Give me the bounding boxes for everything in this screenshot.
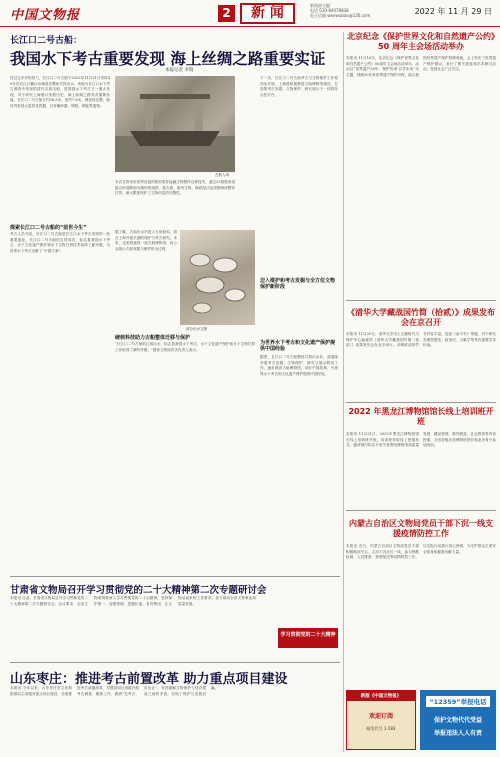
subscription-ad	[346, 690, 416, 750]
ad-line: 邮发代号 1-183	[366, 726, 396, 731]
divider	[346, 300, 496, 301]
lead-body-1: 经过五年多的努力，长江口二号古船于2022年11月21日零时40分在长江口横沙水域成功整体打捞出水。该船为长江口水下考古调查中发现的清代木质沉船，是我国水下考古又一重大发现，对于研究上海港口发展历史、海上丝绸之路具有重要价值。长江口二号古船长约38.5米，宽约7.8米，保存较完整，船体内发现大量青花瓷器，另有紫砂器、铜钱、铜锭等遗物。	[10, 76, 110, 108]
ad-title: 新版《中国文物报》	[347, 691, 415, 701]
lead-body-3: 考古人员介绍，长江口二号古船是长江口水下考古发现的一处重要遗址。长江口二号古船的打捞成功，标志着我国水下考古、水下文化遗产保护和水下文物打捞技术取得了新突破，为世界水下考古贡献了“中国方案”。	[10, 232, 110, 253]
zaozhuang-headline: 山东枣庄：推进考古前置改革 助力重点项目建设	[10, 672, 288, 687]
lead-body-7: 下一步，长江口二号古船考古与文物保护工作将同步开展，上海将积极推进古船博物馆建设，打造集考古发掘、文物保护、研究展示于一体的综合性平台。	[260, 76, 338, 97]
lead-subhead-4: 迈入维护和考古发掘与全方位文物保护新阶段	[260, 278, 336, 290]
newspaper-logo: 中国文物报	[10, 8, 81, 23]
lead-body-4: 据了解，古船出水后进入专用船坞，将在上海开展长期的保护与考古研究。未来，这里将建成一座古船博物馆，向公众展示古船发掘与保护的全过程。	[115, 230, 177, 251]
right-headline-4: 内蒙古自治区文物局党员干部下沉一线支援疫情防控工作	[349, 519, 493, 538]
lead-byline: 本报记者 李瑞	[165, 68, 194, 73]
issue-date: 2022 年 11 月 29 日	[414, 7, 492, 16]
lead-body-2: 本次打捞采用世界首创的弧形梁非接触文物整体迁移技术，通过22根弧形梁组合形成断面为圆形的梁排，将古船、船内文物、海底泥沙及周围海床整体打捞，最大限度保护了文物信息的完整性。	[115, 180, 235, 196]
lead-subhead-2: 硬核科技助力古船整体迁移与保护	[115, 335, 191, 341]
hotline-title: “12359”举报电话	[426, 696, 490, 707]
right-body-4: 本报讯 近日，内蒙古自治区文物局党员干部积极响应号召，主动下沉社区一线，参与核酸检测、人员排查、物资配送等疫情防控工作，以实际行动践行初心使命，为守护群众生命安全和身体健康贡献力量。	[346, 544, 496, 560]
right-headline-1: 北京纪念《保护世界文化和自然遗产公约》50 周年主会场活动举办	[347, 32, 495, 51]
right-headline-3: 2022 年黑龙江博物馆馆长线上培训班开班	[348, 407, 494, 426]
column-divider	[343, 32, 344, 752]
photo-ship-dock	[115, 76, 235, 172]
hotline-line: 保护文物代代受益	[433, 717, 482, 724]
ship-illustration	[115, 76, 235, 172]
photo-caption: 古船入坞	[215, 173, 229, 177]
photo2-caption: 部分出水文物	[186, 327, 207, 331]
gansu-body: 本报讯 日前，甘肃省文物局召开学习贯彻党的二十大精神第二次专题研讨会。会议要求，全省文物系统要深入学习贯彻党的二十大精神，坚持保护第一、加强管理、挖掘价值、有效利用、让文物活起来的工作要求，奋力推动全省文物事业高质量发展。	[10, 596, 256, 606]
photo-artifacts	[180, 230, 255, 325]
lead-headline: 我国水下考古重要发现 海上丝绸之路重要实证	[10, 50, 326, 68]
lead-subhead-1: 探索长江口二号古船的“前世今生”	[10, 225, 87, 231]
right-body-3: 本报讯 11月21日，2022年黑龙江博物馆馆长线上培训班开班。培训班采取线上授课形式，邀请国内知名专家学者围绕博物馆高质量发展、藏品管理、陈列展览、社会教育等内容授课，全省各级各类博物馆馆长和业务骨干参加培训。	[346, 432, 496, 448]
divider	[10, 576, 340, 577]
hotline-line: 举报违法人人有责	[433, 730, 482, 737]
page-number: 2	[218, 5, 235, 22]
contact-info	[310, 3, 420, 18]
lead-body-5: “长江口二号古船的打捞出水，标志着我国水下考古、水下文化遗产保护和水下文物打捞工作取得了新的突破。”国家文物局有关负责人表示。	[115, 342, 255, 352]
lead-kicker: 长江口二号古船：	[10, 36, 83, 46]
ad-line: 欢迎订阅	[368, 713, 393, 720]
contact-line: 电话 010-84078838	[310, 8, 349, 13]
hotline-ad	[420, 690, 496, 750]
study-banner: 学习贯彻党的二十大精神	[278, 628, 338, 648]
divider	[346, 510, 496, 511]
divider	[346, 402, 496, 403]
divider	[10, 662, 340, 663]
right-headline-2: 《清华大学藏战国竹简（拾贰）》成果发布会在京召开	[347, 308, 495, 327]
contact-line: 新闻部主编	[310, 3, 330, 8]
right-body-1: 本报讯 11月16日，北京纪念《保护世界文化和自然遗产公约》50周年主会场活动举办。活动以“世界遗产50年：保护传承·共享未来”为主题，回顾50年来世界遗产保护历程，展示我国世界遗产保护管理成就。会上发布了世界遗产保护倡议，举行了相关展览和学术研讨活动，受到社会广泛关注。	[346, 56, 496, 77]
right-body-2: 本报讯 11月25日，清华大学出土文献研究与保护中心编著的《清华大学藏战国竹简（拾贰）》成果发布会在北京举行。本辑收录的竹书内容丰富，包括《参不韦》等篇，对于研究先秦思想史、政治史、文献学等具有重要学术价值。	[346, 332, 496, 348]
lead-body-6: 据悉，长江口二号古船整体打捞出水后，将继续开展考古发掘、文物保护、研究与展示利用工作，逐步建设古船博物馆，讲好中国故事，为世界水下考古和文化遗产保护提供中国经验。	[260, 355, 338, 376]
masthead	[0, 0, 500, 27]
zaozhuang-body: 本报讯 今年以来，山东枣庄市文化和旅游局主动服务重点项目建设，全面推进考古前置改革，对建设项目用地开展考古调查、勘探工作，做到“先考古、后出让”，有效破解文物保护与经济建设之间的矛盾，实现了保护与发展双赢。	[10, 686, 219, 696]
section-title: 新 闻	[240, 3, 295, 24]
artifacts-illustration	[180, 230, 255, 325]
contact-line: 电子信箱 wenwubao@126.com	[310, 13, 371, 18]
lead-subhead-3: 为世界水下考古和文化遗产保护提供中国经验	[260, 340, 336, 352]
gansu-headline: 甘肃省文物局召开学习贯彻党的二十大精神第二次专题研讨会	[10, 585, 267, 596]
